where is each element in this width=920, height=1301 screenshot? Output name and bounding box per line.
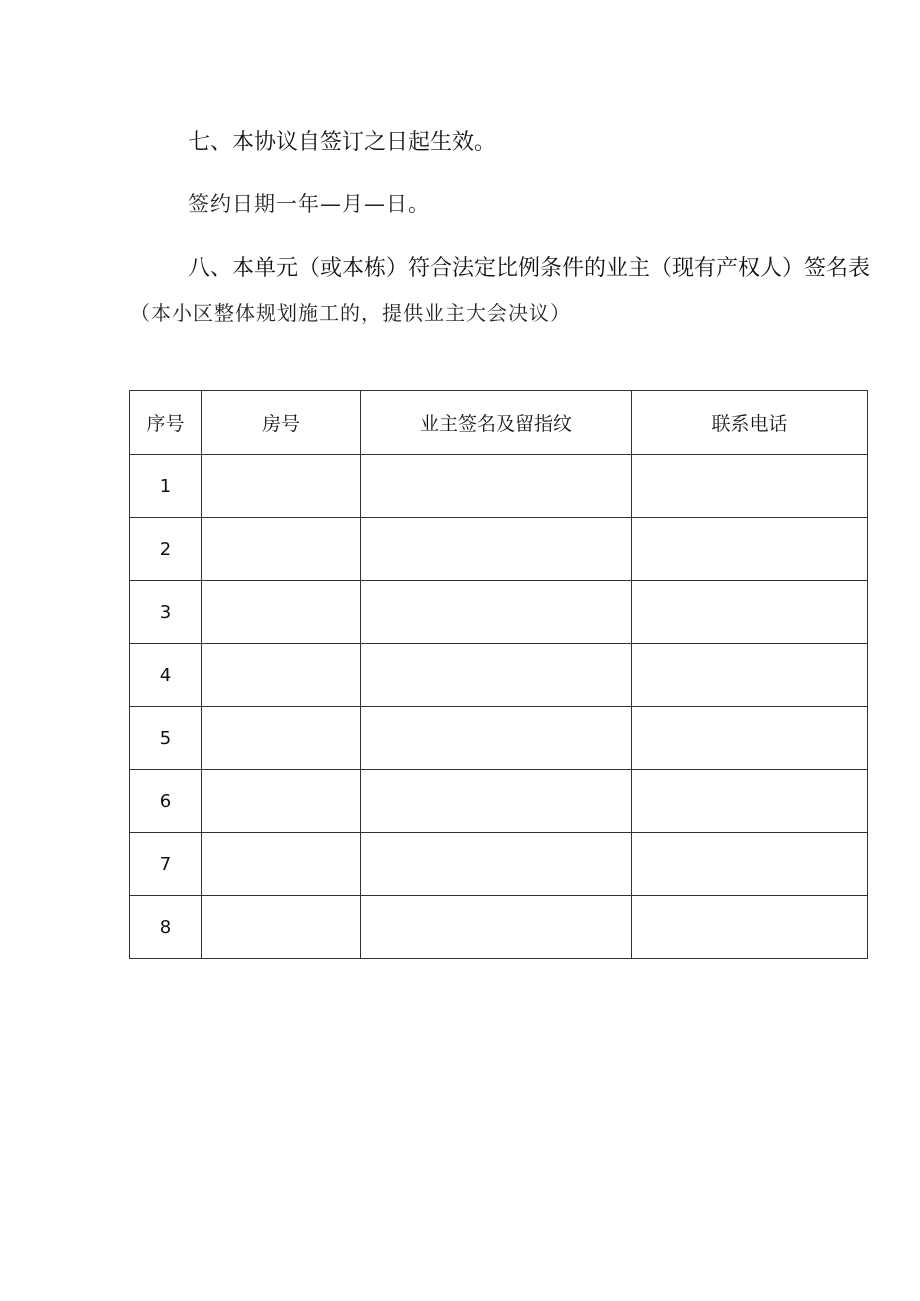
table-header-row bbox=[130, 391, 868, 455]
phone-cell[interactable] bbox=[632, 518, 868, 581]
table-row bbox=[130, 833, 868, 896]
signature-cell[interactable] bbox=[361, 833, 632, 896]
phone-cell[interactable] bbox=[632, 833, 868, 896]
clause-8 bbox=[130, 247, 870, 336]
row-seq: 1 bbox=[130, 455, 202, 518]
header-signature: 业主签名及留指纹 bbox=[361, 391, 632, 455]
signature-cell[interactable] bbox=[361, 896, 632, 959]
header-room: 房号 bbox=[202, 391, 361, 455]
room-cell[interactable] bbox=[202, 455, 361, 518]
header-seq: 序号 bbox=[130, 391, 202, 455]
signature-cell[interactable] bbox=[361, 770, 632, 833]
phone-cell[interactable] bbox=[632, 896, 868, 959]
row-seq: 7 bbox=[130, 833, 202, 896]
table-row bbox=[130, 518, 868, 581]
room-cell[interactable] bbox=[202, 833, 361, 896]
clause-8-note: （本小区整体规划施工的，提供业主大会决议） bbox=[130, 301, 571, 325]
phone-cell[interactable] bbox=[632, 770, 868, 833]
clause-7: 七、本协议自签订之日起生效。 bbox=[188, 130, 497, 155]
table-row bbox=[130, 896, 868, 959]
phone-cell[interactable] bbox=[632, 644, 868, 707]
room-cell[interactable] bbox=[202, 707, 361, 770]
room-cell[interactable] bbox=[202, 518, 361, 581]
room-cell[interactable] bbox=[202, 581, 361, 644]
room-cell[interactable] bbox=[202, 896, 361, 959]
phone-cell[interactable] bbox=[632, 707, 868, 770]
row-seq: 6 bbox=[130, 770, 202, 833]
row-seq: 3 bbox=[130, 581, 202, 644]
signature-cell[interactable] bbox=[361, 707, 632, 770]
phone-cell[interactable] bbox=[632, 455, 868, 518]
table-row bbox=[130, 770, 868, 833]
signature-cell[interactable] bbox=[361, 455, 632, 518]
room-cell[interactable] bbox=[202, 644, 361, 707]
row-seq: 4 bbox=[130, 644, 202, 707]
signature-cell[interactable] bbox=[361, 518, 632, 581]
room-cell[interactable] bbox=[202, 770, 361, 833]
table-row bbox=[130, 581, 868, 644]
header-phone: 联系电话 bbox=[632, 391, 868, 455]
clause-8-main: 八、本单元（或本栋）符合法定比例条件的业主（现有产权人）签名表 bbox=[188, 256, 871, 281]
owner-signature-table bbox=[129, 390, 868, 959]
row-seq: 2 bbox=[130, 518, 202, 581]
table-row bbox=[130, 707, 868, 770]
sign-date-line: 签约日期一年—月—日。 bbox=[188, 192, 430, 216]
signature-cell[interactable] bbox=[361, 581, 632, 644]
row-seq: 8 bbox=[130, 896, 202, 959]
row-seq: 5 bbox=[130, 707, 202, 770]
signature-cell[interactable] bbox=[361, 644, 632, 707]
phone-cell[interactable] bbox=[632, 581, 868, 644]
table-row bbox=[130, 455, 868, 518]
table-row bbox=[130, 644, 868, 707]
